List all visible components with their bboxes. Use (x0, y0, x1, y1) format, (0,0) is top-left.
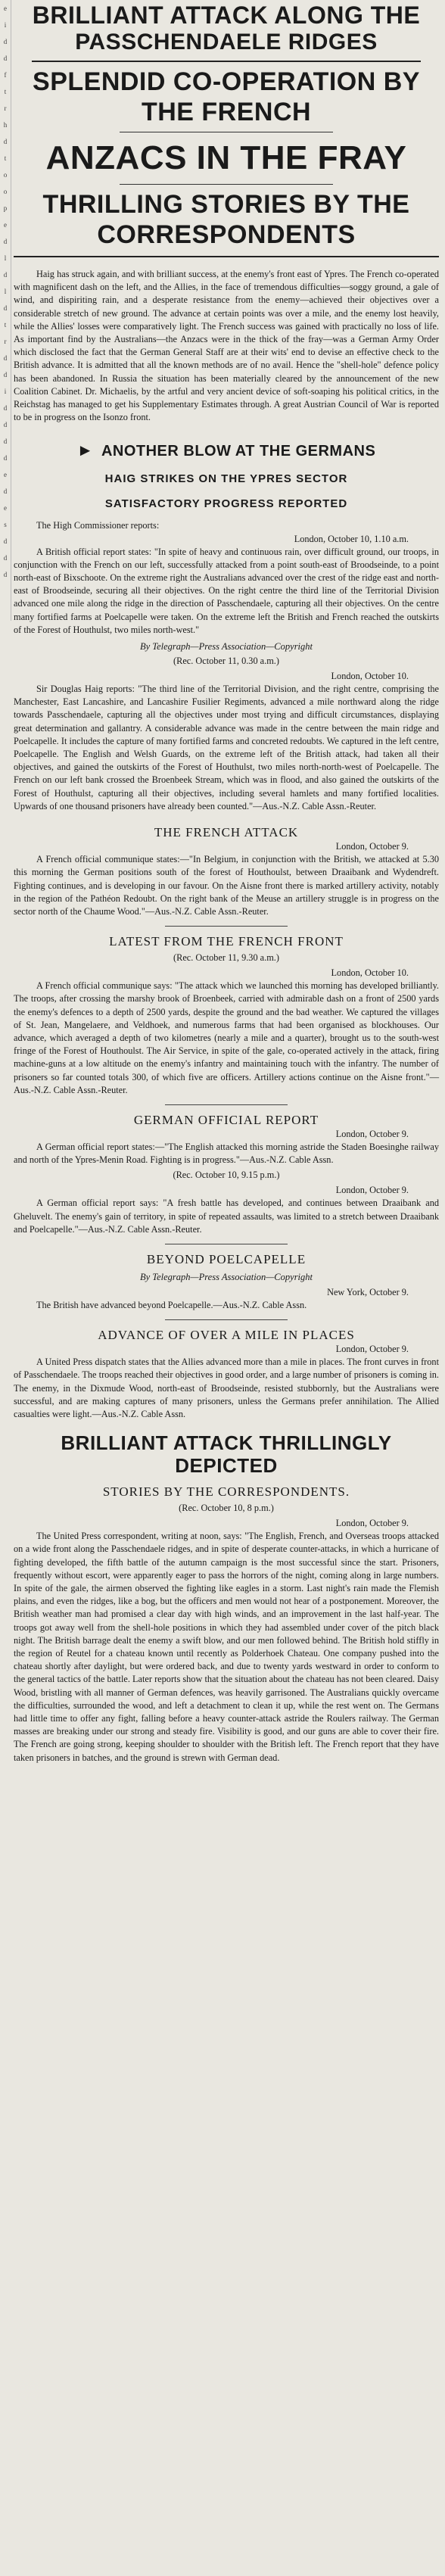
gutter-fragment: r (4, 338, 7, 345)
divider (165, 1104, 288, 1105)
gutter-fragment: i (4, 388, 7, 395)
gutter-fragment: r (4, 104, 7, 112)
another-blow-text: ANOTHER BLOW AT THE GERMANS (101, 443, 376, 460)
beyond-poelcapelle-title: BEYOND POELCAPELLE (146, 1251, 307, 1266)
gutter-fragment: d (3, 138, 8, 145)
gutter-fragment: p (3, 204, 8, 212)
dateline: New York, October 9. (327, 1286, 409, 1297)
high-commissioner-lead: The High Commissioner reports: (36, 520, 160, 531)
latest-french-body: A French official communique says: "The attack which we launched this morning has developed brilliantly. The troops, after crossing the marshy brook of Broenbeek, carried with admirable dash on a front of 2500 yards the enemy's defences to a depth of 2500 yards, despite the ground and the bad weather. We captured the villages of St. Jean, Mangelaere, and Veldhoek, and numerous farms that had been organised as blockhouses. Our advance, which averaged a depth of two kilometres (nearly a mile and a quarter), brought us to the south-west fringe of the Forest of Houthoulst. The Air Service, in spite of the gale, co-operated actively in the attack, firing machine-guns at a low altitude on the enemy's infantry and maintaining touch with the infantry. The number of prisoners so far counted totals 300, of which five are officers. Artillery actions continue on the Aisne front."—Aus.-N.Z. Cable Assn.-Reuter. (14, 980, 439, 1095)
intro-paragraph: Haig has struck again, and with brilliant success, at the enemy's front east of Ypres. The French co-operated with magnificent dash on the left, and the Allies, in the face of tremendous difficulties—soggy ground, a gale of wind, and dispiriting rain, and a desperate resistance from the enemy—achieved their objectives over a considerable stretch of new ground. The advance at certain points was over a mile, and the enemy lost heavily, while the Allies' losses were comparatively light. The French success was gained with practically no loss of life. As important find by the Australians—the Anzacs were in the thick of the fray—was a German Army Order which disclosed the fact that the German General Staff are at their wits' end to devise an effective check to the British advance. It is admitted that all the known methods are of no avail. Hence the "shell-hole" defence policy has been abandoned. In Russia the situation has been materially cleared by the announcement of the new Coalition Cabinet. Dr. Michaelis, by the artful and very ancient device of soft-soaping his political critics, in the Reichstag has managed to get his Supplementary Estimates through. A great Austrian Council of War is reported to be in progress on the Isonzo front. (14, 269, 439, 423)
divider (120, 184, 333, 185)
german-official-body-1: A German official report states:—"The English attacked this morning astride the Staden Boesinghe railway and north of the Ypres-Menin Road. Fighting is in progress."—Aus.-N.Z. Cable Assn. (14, 1141, 439, 1166)
advance-mile-body: A United Press dispatch states that the Allies advanced more than a mile in places. The front curves in front of Passchendaele. The troops reached their objectives in good order, and a large number of prisoners is coming in. The enemy, in the Dixmude Wood, north-east of Broodseinde, resisted stubbornly, but the Australians were successful, and are making captures of many prisoners, unless the Germans prefer annihilation. The Allied casualties were light.—Aus.-N.Z. Cable Assn. (14, 1357, 439, 1419)
thrilling-headline-line2: CORRESPONDENTS (97, 220, 356, 249)
main-headline-line2: PASSCHENDAELE RIDGES (75, 30, 378, 55)
received-time: (Rec. October 11, 9.30 a.m.) (173, 952, 279, 964)
latest-french-title: LATEST FROM THE FRENCH FRONT (109, 934, 344, 949)
dateline: London, October 9. (335, 1185, 409, 1196)
arrow-icon: ► (76, 441, 94, 460)
gutter-fragment: d (3, 304, 8, 312)
received-time: (Rec. October 11, 0.30 a.m.) (173, 656, 279, 667)
advance-mile-title: ADVANCE OF OVER A MILE IN PLACES (98, 1328, 355, 1343)
gutter-fragment: d (3, 454, 8, 462)
received-time: (Rec. October 10, 8 p.m.) (179, 1503, 274, 1514)
gutter-fragment: d (3, 354, 8, 362)
gutter-fragment: t (4, 321, 7, 329)
high-commissioner-body: A British official report states: "In spite of heavy and continuous rain, over difficult ground, our troops, in conjunction with the French on our left, successfully attacked from a point south-east of Broodseinde, to a point north-east of Bixschoote. On the extreme right the Australians advanced over the crest of the ridge east and north-east of Broodseinde, securing all their objectives. On the right centre the third line of the Territorial Division advanced one mile along the ridge in the direction of Passchendaele, capturing all their objectives. On the centre many fortified farms at Poelcapelle were taken. On the extreme left the British and French reached the outskirts of the Forest of Houthulst, two miles north-west." (14, 546, 439, 635)
gutter-fragment: e (4, 221, 7, 229)
subheadline: SPLENDID CO-OPERATION BY (33, 67, 420, 96)
gutter-fragment: s (4, 521, 7, 528)
gutter-fragment: d (3, 571, 8, 578)
gutter-fragment: l (4, 254, 7, 262)
thrillingly-subtitle: STORIES BY THE CORRESPONDENTS. (102, 1484, 350, 1500)
haig-strikes-subtitle: HAIG STRIKES ON THE YPRES SECTOR (104, 472, 348, 486)
gutter-fragment: h (3, 121, 8, 129)
gutter-fragment: o (3, 171, 8, 179)
beyond-body: The British have advanced beyond Poelcapelle.—Aus.-N.Z. Cable Assn. (36, 1299, 307, 1310)
dateline: London, October 9. (335, 1518, 409, 1529)
main-headline: BRILLIANT ATTACK ALONG THE (32, 2, 421, 29)
gutter-fragment: t (4, 154, 7, 162)
gutter-fragment: e (4, 471, 7, 478)
haig-report-body: Sir Douglas Haig reports: "The third line of the Territorial Division, and the right centre, comprising the Manchester, East Lancashire, and Lancashire Fusilier Regiments, advanced a mile northward along the ridge towards Passchendaele, capturing all the objectives under most trying and difficult circumstances, displaying great determination and gallantry. A considerable advance was made in the centre between the main ridge and Poelcapelle. It includes the capture of many fortified farms and concreted redoubts. We captured in the left centre, Poelcapelle. The English and Welsh Guards, on the extreme left of the British attack, had taken all their objectives, and gained the outskirts of the Forest of Houthulst, two miles north-north-west of Poelcapelle. The French on our left bank crossed the Broenbeek Stream, which was in flood, and also gained the outskirts of the Forest of Houthulst, capturing all their objectives, including several hamlets and many fortified localities. Upwards of one thousand prisoners have already been counted."—Aus.-N.Z. Cable Assn.-Reuter. (14, 684, 439, 811)
thrillingly-body: The United Press correspondent, writing at noon, says: "The English, French, and Overseas troops attacked on a wide front along the Passchendaele ridges, and in spite of desperate counter-attacks, in which a hurricane of fighting developed, the fifth battle of the autumn campaign is the most successful since the start. Prisoners, frequently without escort, were apparently eager to pass the horrors of the night, coming along in large numbers. In spite of the gale, the airmen observed the fighting like eagles in a storm. Last night's rain made the Flemish plains, and even the ridges, like a bog, but the officers and men would not hear of a postponement. Moreover, the British weather man had promised a clear day with high winds, and an improvement in the last half-year. The troops got away well from the shell-hole positions in which they had assembled under cover of the pitch black night. The British barrage dealt the enemy a swift blow, and our men followed behind. The British hold stiffly in the region of Reutel for a chateau known until recently as Polderhoek Chateau. One company pushed into the chateau shortly after daylight, but were ordered back, and due to twenty yards westward in order to conform to the general tactics of the battle. Later reports show that the situation about the chateau has not been cleared. Daisy Wood, bristling with all manner of German defences, was heavily garrisoned. The Australians quickly overcame the difficulties, surrounded the wood, and left a detachment to clean it up, while the rest went on. The Germans had little time to offer any fight, falling before a heavy counter-attack astride the Roulers railway. The German masses are breaking under our strong and steady fire. Visibility is good, and our guns are able to cover their fire. The French are going strong, keeping shoulder to shoulder with the British left. The French report that they have taken prisoners in batches, and the ground is strewn with German dead. (14, 1531, 439, 1763)
gutter-fragment: e (4, 5, 7, 12)
divider (165, 926, 288, 927)
dateline: London, October 9. (335, 1344, 409, 1355)
dateline: London, October 10. (331, 671, 409, 682)
gutter-fragment: i (4, 21, 7, 29)
byline: By Telegraph—Press Association—Copyright (139, 641, 313, 653)
gutter-fragment: e (4, 504, 7, 512)
french-attack-body: A French official communique states:—"In Belgium, in conjunction with the British, we attacked at 5.30 this morning the German positions south of the forest of Houthoulst, between Draaibank and Wydendreft. Fighting continues, and is developing in our favour. On the Aisne front there is marked artillery activity, notably in the region of the Pathéon Redoubt. On the right bank of the Meuse an artillery struggle is in progress on the sector north of the Chaume Wood."—Aus.-N.Z. Cable Assn.-Reuter. (14, 854, 439, 917)
left-gutter-fragments (0, 0, 11, 621)
gutter-fragment: d (3, 371, 8, 378)
gutter-fragment: l (4, 288, 7, 295)
subheadline-line2: THE FRENCH (141, 98, 312, 126)
gutter-fragment: d (3, 271, 8, 279)
byline: By Telegraph—Press Association—Copyright (139, 1271, 313, 1282)
divider (32, 61, 421, 62)
gutter-fragment: d (3, 238, 8, 245)
gutter-fragment: d (3, 38, 8, 45)
gutter-fragment: t (4, 88, 7, 95)
thrillingly-title: BRILLIANT ATTACK THRILLINGLY DEPICTED (61, 1431, 392, 1478)
french-attack-title: THE FRENCH ATTACK (154, 825, 299, 840)
german-official-title: GERMAN OFFICIAL REPORT (133, 1112, 319, 1127)
received-time: (Rec. October 10, 9.15 p.m.) (173, 1170, 280, 1181)
satisfactory-subtitle: SATISFACTORY PROGRESS REPORTED (104, 497, 348, 511)
dateline: London, October 9. (335, 841, 409, 852)
gutter-fragment: d (3, 438, 8, 445)
divider (165, 1319, 288, 1320)
dateline: London, October 9. (335, 1128, 409, 1139)
dateline: London, October 10, 1.10 a.m. (294, 533, 409, 544)
gutter-fragment: d (3, 404, 8, 412)
thrilling-headline: THRILLING STORIES BY THE (42, 190, 410, 219)
german-official-body-2: A German official report says: "A fresh battle has developed, and continues between Draaibank and Gheluvelt. The enemy's gain of territory, in spite of repeated assaults, was limited to a stretch between Draaibank and Poelcapelle."—Aus.-N.Z. Cable Assn.-Reuter. (14, 1198, 439, 1235)
gutter-fragment: f (4, 71, 7, 79)
divider (14, 256, 439, 257)
another-blow-title (14, 441, 439, 460)
article-column (14, 0, 439, 1765)
gutter-fragment: d (3, 55, 8, 62)
gutter-fragment: d (3, 487, 8, 495)
gutter-fragment: d (3, 537, 8, 545)
gutter-fragment: d (3, 554, 8, 562)
gutter-fragment: o (3, 188, 8, 195)
dateline: London, October 10. (331, 967, 409, 979)
gutter-fragment: d (3, 421, 8, 428)
anzacs-headline: ANZACS IN THE FRAY (45, 139, 407, 176)
